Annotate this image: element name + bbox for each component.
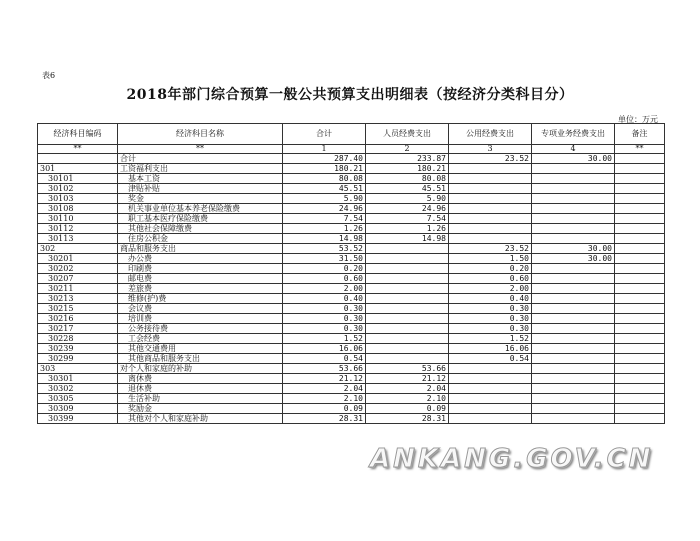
name-cell: 离休费: [118, 374, 283, 384]
public-cell: [449, 214, 532, 224]
public-cell: 23.52: [449, 154, 532, 164]
note-cell: [615, 244, 665, 254]
code-cell: 30399: [38, 414, 118, 424]
code-cell: 30309: [38, 404, 118, 414]
note-cell: [615, 194, 665, 204]
code-cell: 30201: [38, 254, 118, 264]
public-cell: [449, 174, 532, 184]
name-cell: 职工基本医疗保险缴费: [118, 214, 283, 224]
total-cell: 0.60: [283, 274, 366, 284]
name-cell: 生活补助: [118, 394, 283, 404]
column-header: 经济科目编码: [38, 124, 118, 145]
personnel-cell: [366, 344, 449, 354]
note-cell: [615, 314, 665, 324]
personnel-cell: [366, 294, 449, 304]
total-cell: 2.00: [283, 284, 366, 294]
total-cell: 28.31: [283, 414, 366, 424]
table-row: [38, 394, 665, 404]
code-cell: 30213: [38, 294, 118, 304]
column-header: 人员经费支出: [366, 124, 449, 145]
name-cell: 工会经费: [118, 334, 283, 344]
name-cell: 其他社会保障缴费: [118, 224, 283, 234]
table-row: [38, 384, 665, 394]
special-cell: [532, 414, 615, 424]
public-cell: [449, 234, 532, 244]
code-cell: 30305: [38, 394, 118, 404]
total-cell: 7.54: [283, 214, 366, 224]
note-cell: [615, 284, 665, 294]
note-cell: [615, 384, 665, 394]
personnel-cell: 2.04: [366, 384, 449, 394]
code-cell: 30211: [38, 284, 118, 294]
special-cell: 30.00: [532, 154, 615, 164]
special-cell: [532, 204, 615, 214]
public-cell: [449, 374, 532, 384]
code-cell: 30216: [38, 314, 118, 324]
special-cell: [532, 184, 615, 194]
name-cell: 奖励金: [118, 404, 283, 414]
header-row: [38, 124, 665, 145]
public-cell: [449, 184, 532, 194]
index-cell: 1: [283, 145, 366, 154]
personnel-cell: [366, 244, 449, 254]
special-cell: 30.00: [532, 244, 615, 254]
table-row: [38, 224, 665, 234]
public-cell: 0.40: [449, 294, 532, 304]
special-cell: [532, 194, 615, 204]
name-cell: 奖金: [118, 194, 283, 204]
note-cell: [615, 214, 665, 224]
personnel-cell: 180.21: [366, 164, 449, 174]
code-cell: 30228: [38, 334, 118, 344]
total-cell: 0.30: [283, 314, 366, 324]
note-cell: [615, 304, 665, 314]
column-header: 公用经费支出: [449, 124, 532, 145]
name-cell: 差旅费: [118, 284, 283, 294]
table-row: [38, 344, 665, 354]
personnel-cell: [366, 304, 449, 314]
total-cell: 180.21: [283, 164, 366, 174]
special-cell: [532, 384, 615, 394]
personnel-cell: 233.87: [366, 154, 449, 164]
personnel-cell: 28.31: [366, 414, 449, 424]
note-cell: [615, 224, 665, 234]
note-cell: [615, 414, 665, 424]
personnel-cell: [366, 354, 449, 364]
table-row: [38, 184, 665, 194]
special-cell: [532, 334, 615, 344]
public-cell: 16.06: [449, 344, 532, 354]
personnel-cell: 45.51: [366, 184, 449, 194]
personnel-cell: [366, 334, 449, 344]
note-cell: [615, 324, 665, 334]
special-cell: [532, 164, 615, 174]
table-row: [38, 284, 665, 294]
public-cell: [449, 414, 532, 424]
special-cell: [532, 214, 615, 224]
special-cell: 30.00: [532, 254, 615, 264]
total-cell: 0.30: [283, 304, 366, 314]
name-cell: 津贴补贴: [118, 184, 283, 194]
public-cell: [449, 364, 532, 374]
name-cell: 培训费: [118, 314, 283, 324]
note-cell: [615, 254, 665, 264]
name-cell: 印刷费: [118, 264, 283, 274]
note-cell: [615, 354, 665, 364]
total-cell: 0.30: [283, 324, 366, 334]
code-cell: 30102: [38, 184, 118, 194]
name-cell: 退休费: [118, 384, 283, 394]
total-cell: 14.98: [283, 234, 366, 244]
special-cell: [532, 304, 615, 314]
public-cell: 0.60: [449, 274, 532, 284]
name-cell: 合计: [118, 154, 283, 164]
column-header: 合计: [283, 124, 366, 145]
public-cell: 1.52: [449, 334, 532, 344]
personnel-cell: 21.12: [366, 374, 449, 384]
unit-label: 单位：万元: [618, 115, 658, 124]
note-cell: [615, 294, 665, 304]
public-cell: 0.20: [449, 264, 532, 274]
personnel-cell: 53.66: [366, 364, 449, 374]
public-cell: [449, 164, 532, 174]
name-cell: 其他交通费用: [118, 344, 283, 354]
personnel-cell: 1.26: [366, 224, 449, 234]
table-row: [38, 164, 665, 174]
personnel-cell: 80.08: [366, 174, 449, 184]
note-cell: [615, 154, 665, 164]
public-cell: 0.30: [449, 304, 532, 314]
note-cell: [615, 404, 665, 414]
public-cell: [449, 224, 532, 234]
name-cell: 其他对个人和家庭补助: [118, 414, 283, 424]
name-cell: 基本工资: [118, 174, 283, 184]
table-row: [38, 204, 665, 214]
table-row: [38, 254, 665, 264]
name-cell: 机关事业单位基本养老保险缴费: [118, 204, 283, 214]
special-cell: [532, 374, 615, 384]
total-cell: 0.09: [283, 404, 366, 414]
index-row: [38, 145, 665, 154]
special-cell: [532, 264, 615, 274]
personnel-cell: [366, 254, 449, 264]
total-cell: 287.40: [283, 154, 366, 164]
code-cell: 30110: [38, 214, 118, 224]
personnel-cell: [366, 274, 449, 284]
table-row: [38, 274, 665, 284]
total-cell: 0.20: [283, 264, 366, 274]
special-cell: [532, 324, 615, 334]
code-cell: 30101: [38, 174, 118, 184]
table-row: [38, 214, 665, 224]
special-cell: [532, 284, 615, 294]
note-cell: [615, 374, 665, 384]
total-cell: 1.52: [283, 334, 366, 344]
column-header: 备注: [615, 124, 665, 145]
column-header: 经济科目名称: [118, 124, 283, 145]
note-cell: [615, 344, 665, 354]
note-cell: [615, 394, 665, 404]
table-row: [38, 374, 665, 384]
note-cell: [615, 164, 665, 174]
index-cell: **: [615, 145, 665, 154]
note-cell: [615, 364, 665, 374]
total-cell: 80.08: [283, 174, 366, 184]
total-cell: 2.04: [283, 384, 366, 394]
total-cell: 0.54: [283, 354, 366, 364]
personnel-cell: 7.54: [366, 214, 449, 224]
special-cell: [532, 354, 615, 364]
name-cell: 对个人和家庭的补助: [118, 364, 283, 374]
code-cell: 301: [38, 164, 118, 174]
total-cell: 5.90: [283, 194, 366, 204]
public-cell: [449, 194, 532, 204]
index-cell: **: [38, 145, 118, 154]
note-cell: [615, 174, 665, 184]
public-cell: [449, 394, 532, 404]
note-cell: [615, 204, 665, 214]
personnel-cell: 0.09: [366, 404, 449, 414]
code-cell: 30239: [38, 344, 118, 354]
index-cell: **: [118, 145, 283, 154]
personnel-cell: 14.98: [366, 234, 449, 244]
total-cell: 53.52: [283, 244, 366, 254]
table-row: [38, 304, 665, 314]
total-cell: 0.40: [283, 294, 366, 304]
table-row: [38, 244, 665, 254]
code-cell: 30299: [38, 354, 118, 364]
note-cell: [615, 274, 665, 284]
code-cell: 30108: [38, 204, 118, 214]
special-cell: [532, 394, 615, 404]
table-row: [38, 264, 665, 274]
index-cell: 3: [449, 145, 532, 154]
table-row: [38, 354, 665, 364]
table-row: [38, 154, 665, 164]
personnel-cell: [366, 284, 449, 294]
table-row: [38, 414, 665, 424]
table-row: [38, 294, 665, 304]
page-title: 2018年部门综合预算一般公共预算支出明细表（按经济分类科目分）: [126, 87, 574, 103]
total-cell: 2.10: [283, 394, 366, 404]
special-cell: [532, 234, 615, 244]
name-cell: 其他商品和服务支出: [118, 354, 283, 364]
index-cell: 2: [366, 145, 449, 154]
public-cell: 0.30: [449, 314, 532, 324]
name-cell: 会议费: [118, 304, 283, 314]
total-cell: 16.06: [283, 344, 366, 354]
special-cell: [532, 174, 615, 184]
public-cell: 0.30: [449, 324, 532, 334]
table-row: [38, 314, 665, 324]
code-cell: 303: [38, 364, 118, 374]
table-row: [38, 324, 665, 334]
public-cell: 0.54: [449, 354, 532, 364]
total-cell: 21.12: [283, 374, 366, 384]
public-cell: [449, 204, 532, 214]
public-cell: 2.00: [449, 284, 532, 294]
name-cell: 商品和服务支出: [118, 244, 283, 254]
name-cell: 工资福利支出: [118, 164, 283, 174]
code-cell: 30207: [38, 274, 118, 284]
code-cell: 30215: [38, 304, 118, 314]
code-cell: 30113: [38, 234, 118, 244]
public-cell: [449, 384, 532, 394]
public-cell: 1.50: [449, 254, 532, 264]
name-cell: 住房公积金: [118, 234, 283, 244]
table-row: [38, 194, 665, 204]
note-cell: [615, 234, 665, 244]
code-cell: 30103: [38, 194, 118, 204]
public-cell: 23.52: [449, 244, 532, 254]
code-cell: 30217: [38, 324, 118, 334]
name-cell: 邮电费: [118, 274, 283, 284]
table-row: [38, 334, 665, 344]
note-cell: [615, 264, 665, 274]
name-cell: 维修(护)费: [118, 294, 283, 304]
table-tag: 表6: [42, 71, 56, 80]
special-cell: [532, 314, 615, 324]
special-cell: [532, 404, 615, 414]
personnel-cell: 5.90: [366, 194, 449, 204]
code-cell: 30112: [38, 224, 118, 234]
public-cell: [449, 404, 532, 414]
code-cell: 30301: [38, 374, 118, 384]
personnel-cell: 2.10: [366, 394, 449, 404]
note-cell: [615, 184, 665, 194]
table-row: [38, 234, 665, 244]
special-cell: [532, 294, 615, 304]
code-cell: [38, 154, 118, 164]
note-cell: [615, 334, 665, 344]
column-header: 专项业务经费支出: [532, 124, 615, 145]
total-cell: 45.51: [283, 184, 366, 194]
table-row: [38, 404, 665, 414]
personnel-cell: [366, 314, 449, 324]
total-cell: 31.50: [283, 254, 366, 264]
table-row: [38, 364, 665, 374]
code-cell: 30202: [38, 264, 118, 274]
budget-table: [37, 123, 665, 424]
special-cell: [532, 364, 615, 374]
total-cell: 1.26: [283, 224, 366, 234]
special-cell: [532, 344, 615, 354]
personnel-cell: [366, 324, 449, 334]
code-cell: 30302: [38, 384, 118, 394]
index-cell: 4: [532, 145, 615, 154]
total-cell: 24.96: [283, 204, 366, 214]
code-cell: 302: [38, 244, 118, 254]
site-watermark: ANKANG.GOV.CN: [370, 444, 654, 474]
name-cell: 办公费: [118, 254, 283, 264]
special-cell: [532, 274, 615, 284]
name-cell: 公务接待费: [118, 324, 283, 334]
total-cell: 53.66: [283, 364, 366, 374]
special-cell: [532, 224, 615, 234]
personnel-cell: 24.96: [366, 204, 449, 214]
personnel-cell: [366, 264, 449, 274]
table-row: [38, 174, 665, 184]
